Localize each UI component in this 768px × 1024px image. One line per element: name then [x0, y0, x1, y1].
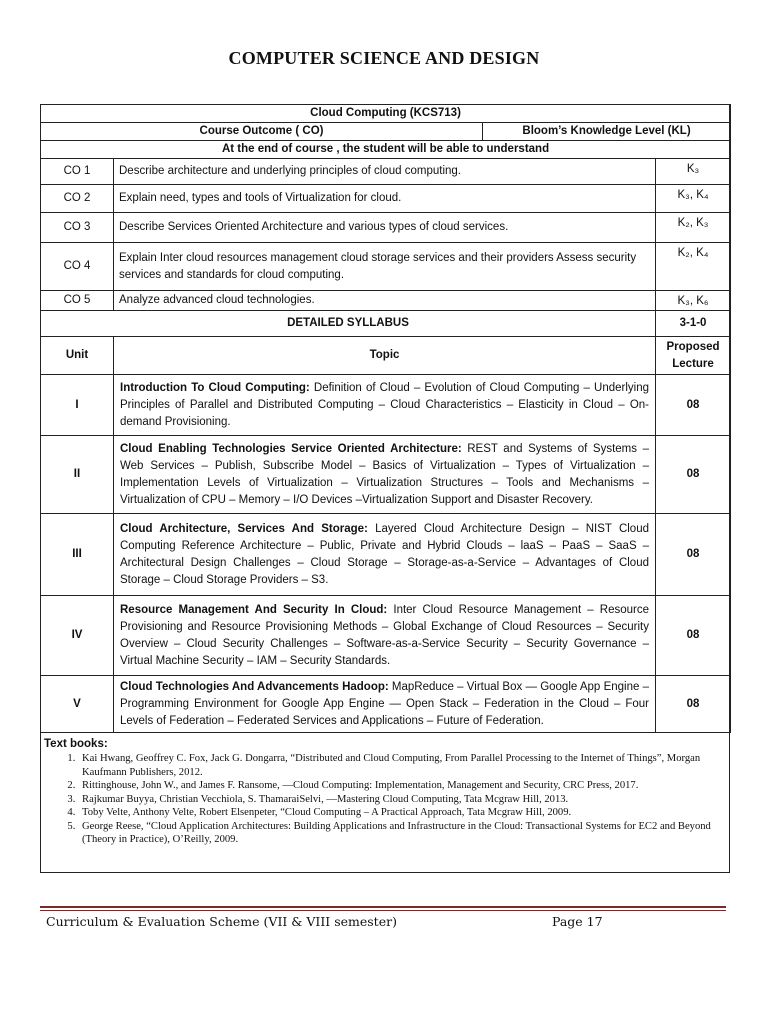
unit-topic [114, 375, 656, 436]
syllabus-row [41, 375, 731, 436]
unit-lectures: 08 [656, 375, 731, 436]
co-kl: K₃, K₆ [656, 291, 731, 311]
syllabus-row [41, 514, 731, 596]
unit-heading: Cloud Technologies And Advancements Hadoop: [120, 680, 389, 693]
co-text: Describe architecture and underlying principles of cloud computing. [114, 159, 656, 185]
course-title: Cloud Computing (KCS713) [41, 105, 731, 123]
syllabus-row [41, 436, 731, 514]
syllabus-title: DETAILED SYLLABUS [41, 311, 656, 337]
co-text: Explain need, types and tools of Virtualization for cloud. [114, 185, 656, 213]
co-code: CO 5 [41, 291, 114, 311]
textbooks-title: Text books: [44, 738, 108, 750]
unit-topic [114, 436, 656, 514]
textbook-item: 4. Toby Velte, Anthony Velte, Robert Elsenpeter, “Cloud Computing – A Practical Approach, Tata Mcgraw Hill, 2009. [78, 806, 726, 820]
co-row [41, 159, 731, 185]
unit-header: Unit [41, 337, 114, 375]
unit-number: III [41, 514, 114, 596]
unit-body: Layered Cloud Architecture Design – NIST Cloud Computing Reference Architecture – Public, Private and Hybrid Clouds – laaS – PaaS – SaaS – Architectural Design Challenges – Cloud Storage – Storage-as-a-Service – Advantages of Cloud Storage – Cloud Storage Providers – S3. [120, 522, 649, 586]
unit-number: V [41, 676, 114, 733]
unit-lectures: 08 [656, 514, 731, 596]
unit-topic [114, 596, 656, 676]
unit-number: IV [41, 596, 114, 676]
topic-header: Topic [114, 337, 656, 375]
co-header: Course Outcome ( CO) [41, 123, 483, 141]
unit-lectures: 08 [656, 436, 731, 514]
co-kl: K₂, K₃ [656, 213, 731, 243]
co-code: CO 1 [41, 159, 114, 185]
co-kl: K₃ [656, 159, 731, 185]
unit-number: I [41, 375, 114, 436]
textbooks-section [44, 737, 726, 847]
course-table [40, 104, 731, 733]
unit-heading: Cloud Architecture, Services And Storage: [120, 522, 368, 535]
textbooks-list [44, 752, 726, 847]
co-code: CO 4 [41, 243, 114, 291]
footer-rule-thin [40, 910, 726, 911]
unit-heading: Cloud Enabling Technologies Service Oriented Architecture: [120, 442, 462, 455]
course-intro: At the end of course , the student will be able to understand [41, 141, 731, 159]
co-row [41, 185, 731, 213]
unit-heading: Introduction To Cloud Computing: [120, 381, 310, 394]
kl-header: Bloom’s Knowledge Level (KL) [483, 123, 731, 141]
lecture-header: Proposed Lecture [656, 337, 731, 375]
unit-body: MapReduce – Virtual Box — Google App Engine – Programming Environment for Google App Engine — Open Stack – Federation in the Cloud – Four Levels of Federation – Federated Services and Applications – Future of Federation. [120, 680, 649, 727]
unit-heading: Resource Management And Security In Cloud: [120, 603, 388, 616]
textbook-item: 1. Kai Hwang, Geoffrey C. Fox, Jack G. Dongarra, “Distributed and Cloud Computing, From Parallel Processing to the Internet of Things”, Morgan Kaufmann Publishers, 2012. [78, 752, 726, 779]
unit-body: REST and Systems of Systems – Web Services – Publish, Subscribe Model – Basics of Virtualization – Types of Virtualization – Implementation Levels of Virtualization – Virtualization Structures – Tools and Mechanisms – Virtualization of CPU – Memory – I/O Devices –Virtualization Support and Disaster Recovery. [120, 442, 649, 506]
co-code: CO 2 [41, 185, 114, 213]
textbook-item: 2. Rittinghouse, John W., and James F. Ransome, —Cloud Computing: Implementation, Management and Security, CRC Press, 2017. [78, 779, 726, 793]
syllabus-row [41, 676, 731, 733]
unit-number: II [41, 436, 114, 514]
co-kl: K₂, K₄ [656, 243, 731, 291]
co-text: Explain Inter cloud resources management cloud storage services and their providers Assess security services and standards for cloud computing. [114, 243, 656, 291]
co-kl: K₃, K₄ [656, 185, 731, 213]
unit-topic [114, 514, 656, 596]
co-text: Analyze advanced cloud technologies. [114, 291, 656, 311]
page-title: COMPUTER SCIENCE AND DESIGN [228, 48, 540, 68]
unit-body: Definition of Cloud – Evolution of Cloud Computing – Underlying Principles of Parallel and Distributed Computing – Cloud Characteristics – Elasticity in Cloud – On-demand Provisioning. [120, 381, 649, 428]
unit-lectures: 08 [656, 596, 731, 676]
unit-body: Inter Cloud Resource Management – Resource Provisioning and Resource Provisioning Methods – Global Exchange of Cloud Resources – Security Overview – Cloud Security Challenges – Software-as-a-Service Security – Security Governance – Virtual Machine Security – IAM – Security Standards. [120, 603, 649, 667]
co-code: CO 3 [41, 213, 114, 243]
page-number: Page 17 [552, 914, 603, 929]
co-text: Describe Services Oriented Architecture and various types of cloud services. [114, 213, 656, 243]
footer-title: Curriculum & Evaluation Scheme (VII & VIII semester) [46, 914, 397, 929]
co-row [41, 213, 731, 243]
footer-rule [40, 906, 726, 908]
syllabus-row [41, 596, 731, 676]
co-row [41, 243, 731, 291]
co-row [41, 291, 731, 311]
textbook-item: 3. Rajkumar Buyya, Christian Vecchiola, S. ThamaraiSelvi, —Mastering Cloud Computing, Tata Mcgraw Hill, 2013. [78, 793, 726, 807]
unit-lectures: 08 [656, 676, 731, 733]
unit-topic [114, 676, 656, 733]
ltp-value: 3-1-0 [656, 311, 731, 337]
textbook-item: 5. George Reese, “Cloud Application Architectures: Building Applications and Infrastructure in the Cloud: Transactional Systems for EC2 and Beyond (Theory in Practice), O’Reilly, 2009. [78, 820, 726, 847]
